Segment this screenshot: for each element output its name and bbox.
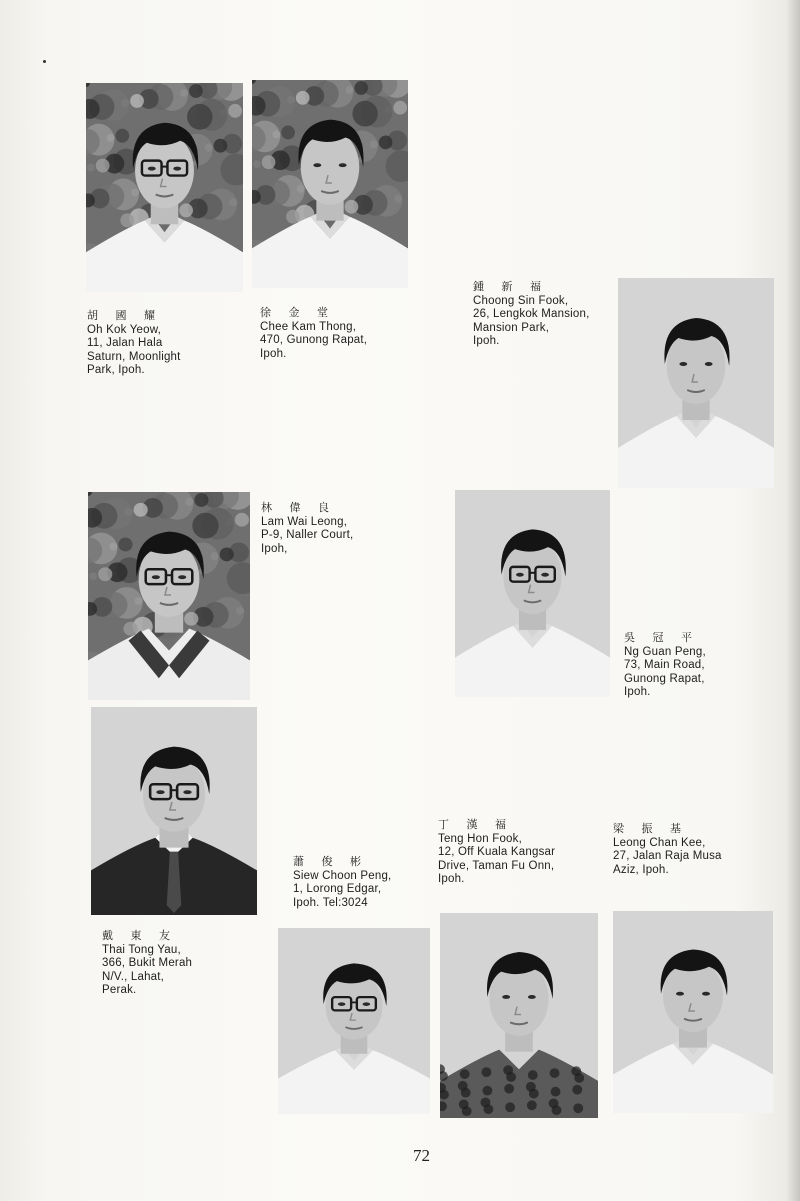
portrait-photo <box>86 83 243 292</box>
address-line: Ipoh, <box>261 542 288 555</box>
caption-ng-guan-peng <box>624 631 706 700</box>
chinese-name: 鍾 新 福 <box>473 280 548 293</box>
caption-teng-hon-fook <box>438 818 555 887</box>
address-line: Aziz, Ipoh. <box>613 863 669 876</box>
chinese-name: 戴 東 友 <box>102 929 177 942</box>
address-line: Saturn, Moonlight <box>87 350 181 363</box>
address-line: 27, Jalan Raja Musa <box>613 850 722 863</box>
address-line: 1, Lorong Edgar, <box>293 883 382 896</box>
portrait-photo <box>455 490 610 697</box>
address-line: Ipoh. <box>438 873 465 886</box>
portrait-photo <box>278 928 430 1114</box>
address-line: 470, Gunong Rapat, <box>260 334 368 347</box>
portrait-photo <box>613 911 773 1113</box>
address-line: Ipoh. <box>260 347 287 360</box>
student-name: Thai Tong Yau, <box>102 943 181 956</box>
chinese-name: 徐 金 堂 <box>260 306 335 319</box>
chinese-name: 林 偉 良 <box>261 501 336 514</box>
caption-thai-tong-yau <box>102 929 192 998</box>
portrait-photo <box>252 80 408 288</box>
student-name: Siew Choon Peng, <box>293 869 392 882</box>
address-line: 366, Bukit Merah <box>102 957 193 970</box>
page-number: 72 <box>413 1146 430 1165</box>
chinese-name: 梁 振 基 <box>613 822 688 835</box>
student-name: Leong Chan Kee, <box>613 836 706 849</box>
chinese-name: 丁 漢 福 <box>438 818 513 831</box>
chinese-name: 吳 冠 平 <box>624 631 699 644</box>
caption-chee-kam-thong <box>260 306 367 361</box>
caption-leong-chan-kee <box>613 822 722 877</box>
page-spine-shadow <box>786 0 800 1201</box>
address-line: Park, Ipoh. <box>87 364 145 377</box>
student-name: Oh Kok Yeow, <box>87 323 162 336</box>
address-line: Mansion Park, <box>473 321 550 334</box>
print-speck <box>43 60 46 63</box>
address-line: P-9, Naller Court, <box>261 529 354 542</box>
student-name: Ng Guan Peng, <box>624 645 706 658</box>
address-line: 26, Lengkok Mansion, <box>473 308 590 321</box>
address-line: Drive, Taman Fu Onn, <box>438 859 555 872</box>
portrait-photo <box>440 913 598 1118</box>
chinese-name: 胡 國 耀 <box>87 309 162 322</box>
caption-oh-kok-yeow <box>87 309 181 378</box>
address-line: Perak. <box>102 984 137 997</box>
student-name: Lam Wai Leong, <box>261 515 348 528</box>
student-name: Chee Kam Thong, <box>260 320 357 333</box>
caption-lam-wai-leong <box>261 501 353 556</box>
student-name: Choong Sin Fook, <box>473 294 569 307</box>
address-line: Ipoh. Tel:3024 <box>293 896 368 909</box>
address-line: N/V., Lahat, <box>102 970 165 983</box>
portrait-photo <box>618 278 774 488</box>
address-line: Ipoh. <box>624 686 651 699</box>
portrait-photo <box>91 707 257 915</box>
address-line: Gunong Rapat, <box>624 672 705 685</box>
portrait-photo <box>88 492 250 700</box>
student-name: Teng Hon Fook, <box>438 832 522 845</box>
address-line: 11, Jalan Hala <box>87 337 163 350</box>
caption-siew-choon-peng <box>293 855 391 910</box>
address-line: Ipoh. <box>473 335 500 348</box>
caption-choong-sin-fook <box>473 280 590 349</box>
address-line: 73, Main Road, <box>624 659 705 672</box>
address-line: 12, Off Kuala Kangsar <box>438 846 556 859</box>
chinese-name: 蕭 俊 彬 <box>293 855 368 868</box>
